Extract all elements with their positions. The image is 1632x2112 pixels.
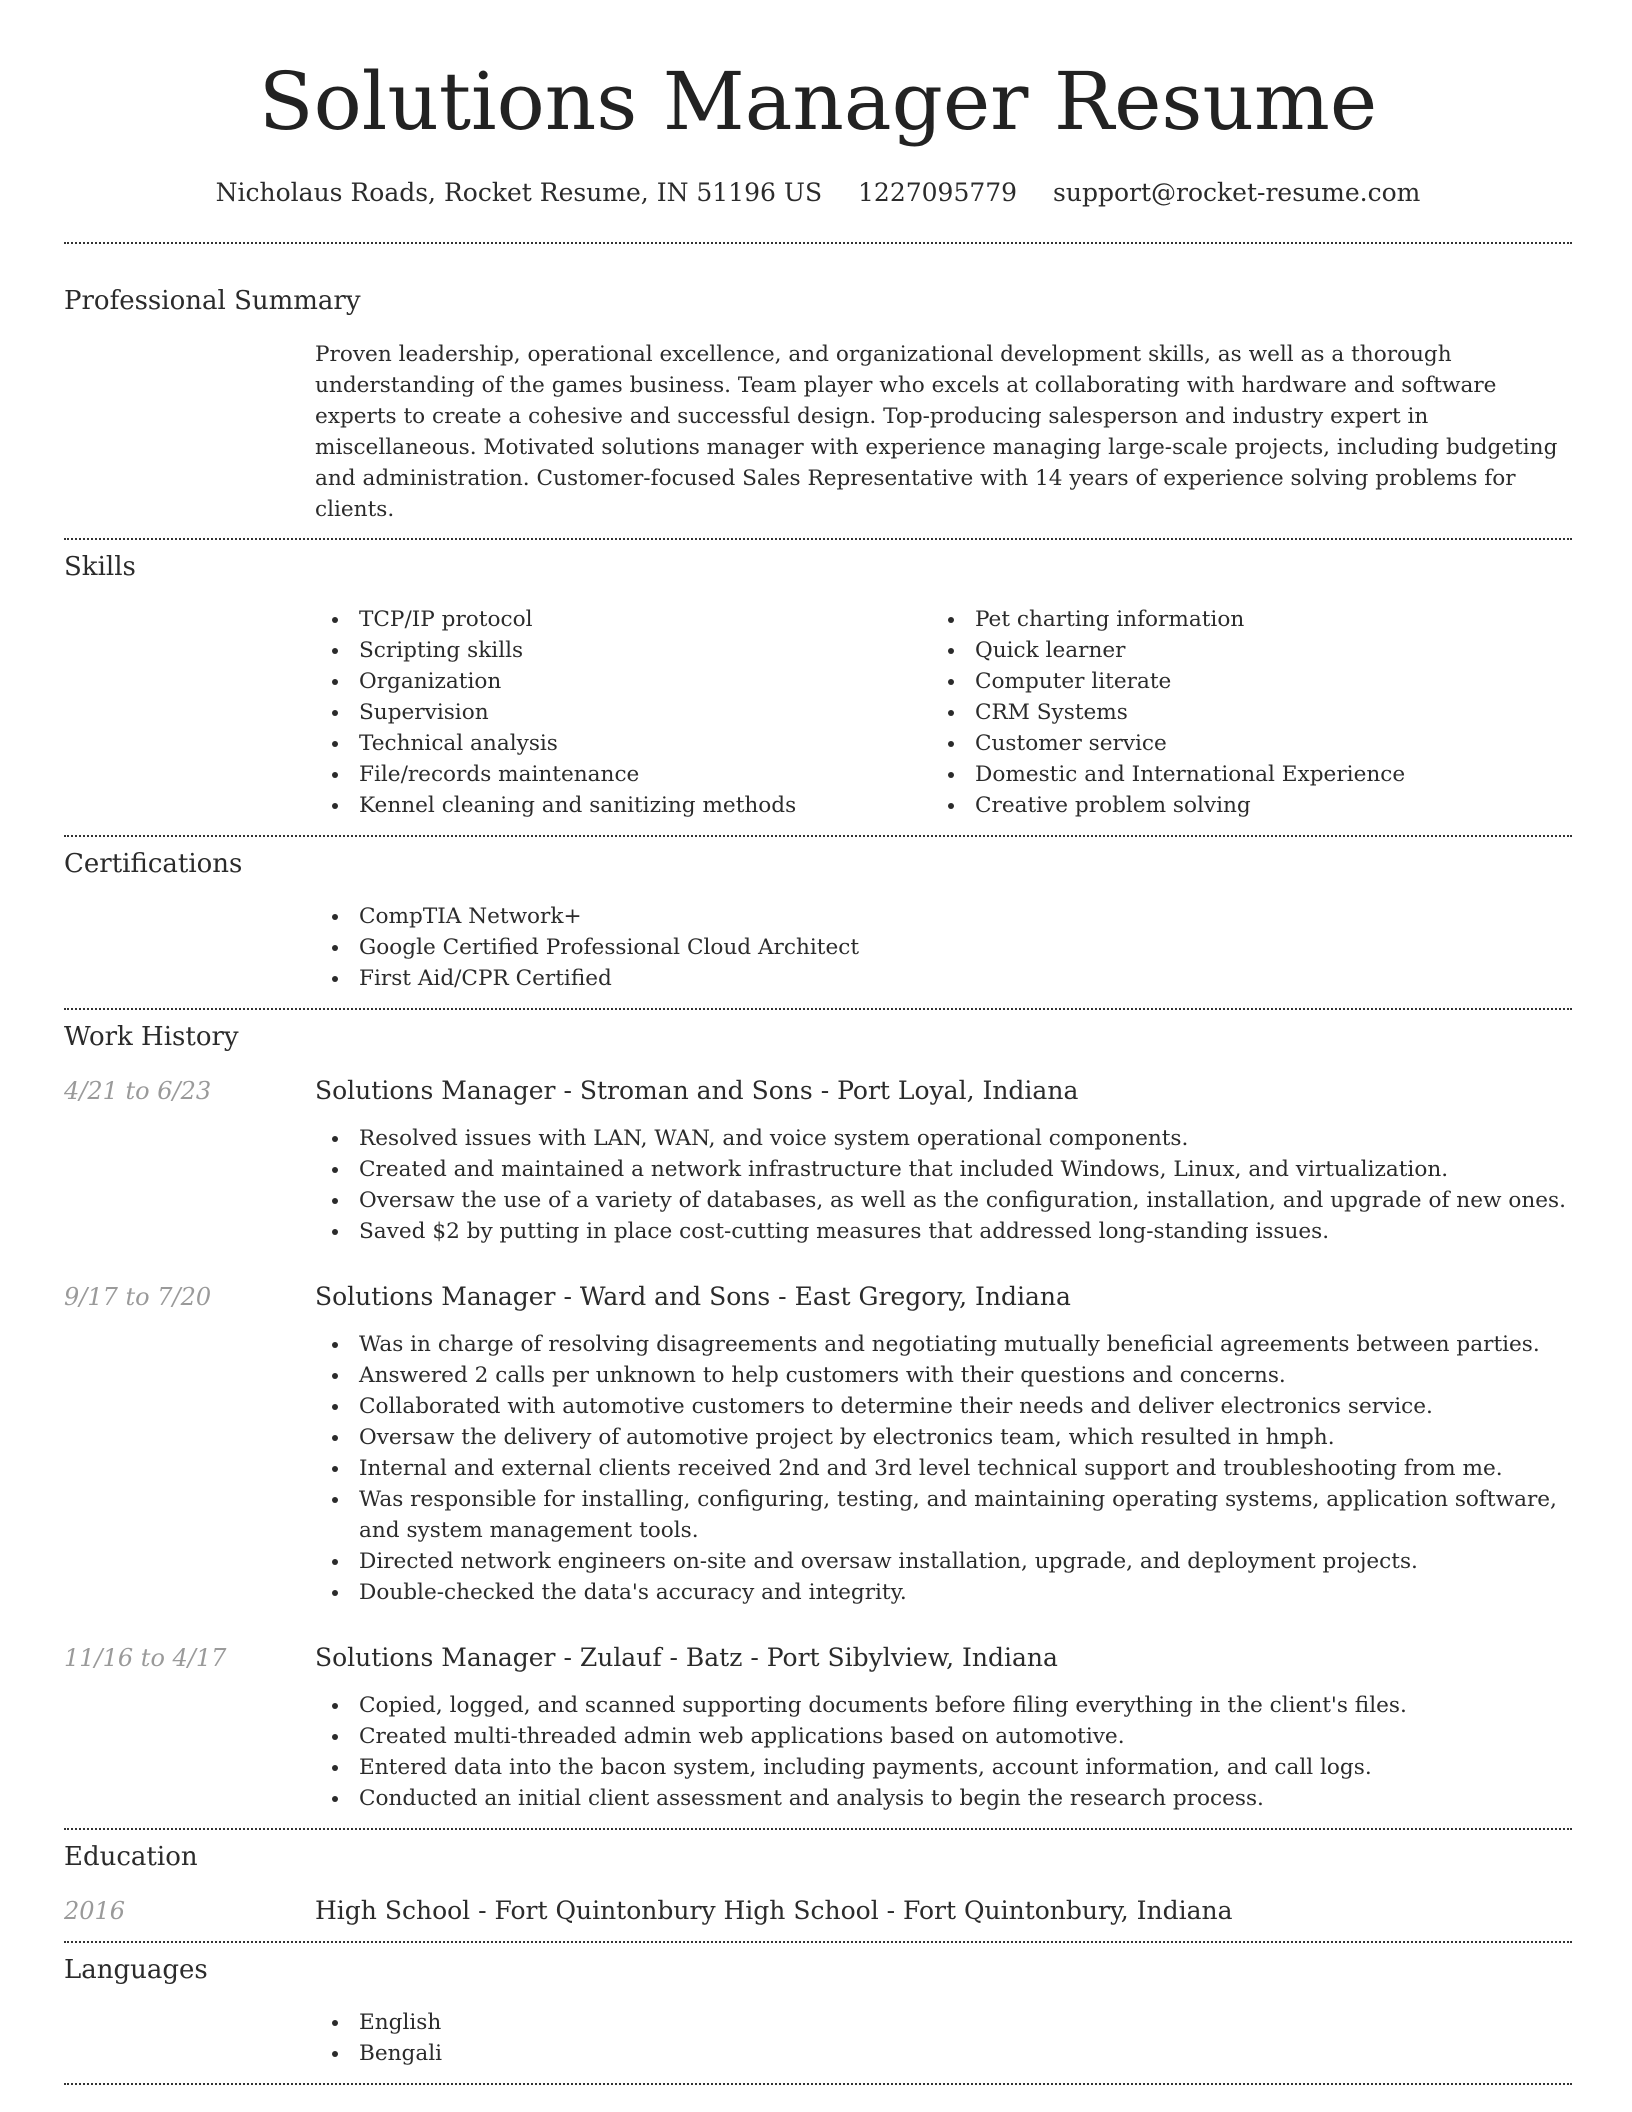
list-item: Entered data into the bacon system, including payments, account information, and call logs. <box>315 1752 1572 1783</box>
list-item: Creative problem solving <box>931 790 1547 821</box>
list-item: Oversaw the delivery of automotive project by electronics team, which resulted in hmph. <box>315 1422 1572 1453</box>
divider <box>64 1008 1572 1010</box>
list-item: CompTIA Network+ <box>315 901 1572 932</box>
job-dates: 4/21 to 6/23 <box>64 1077 212 1105</box>
list-item: English <box>315 2007 1572 2038</box>
list-item: Saved $2 by putting in place cost-cutting measures that addressed long-standing issues. <box>315 1216 1572 1247</box>
education-entry <box>64 1895 1572 1927</box>
job-dates: 9/17 to 7/20 <box>64 1283 212 1311</box>
list-item: File/records maintenance <box>315 759 931 790</box>
job-entry <box>64 1075 1572 1247</box>
divider <box>64 538 1572 540</box>
section-heading-summary: Professional Summary <box>64 286 361 316</box>
list-item: Bengali <box>315 2038 1572 2069</box>
list-item: Google Certified Professional Cloud Architect <box>315 932 1572 963</box>
list-item: Conducted an initial client assessment and analysis to begin the research process. <box>315 1783 1572 1814</box>
list-item: Resolved issues with LAN, WAN, and voice system operational components. <box>315 1123 1572 1154</box>
list-item: TCP/IP protocol <box>315 604 931 635</box>
divider <box>64 1828 1572 1830</box>
section-heading-education: Education <box>64 1842 198 1872</box>
job-entry <box>64 1642 1572 1814</box>
divider <box>64 1941 1572 1943</box>
summary-text: Proven leadership, operational excellence, and organizational development skills, as well as a thorough understanding of the games business. Team player who excels at collaborating with hardware and software experts to create a cohesive and successful design. Top-producing salesperson and industry expert in miscellaneous. Motivated solutions manager with experience managing large-scale projects, including budgeting and administration. Customer-focused Sales Representative with 14 years of experience solving problems for clients. <box>315 342 1558 522</box>
job-title: Solutions Manager - Stroman and Sons - Port Loyal, Indiana <box>315 1076 1079 1105</box>
list-item: Quick learner <box>931 635 1547 666</box>
list-item: Answered 2 calls per unknown to help customers with their questions and concerns. <box>315 1360 1572 1391</box>
job-dates: 11/16 to 4/17 <box>64 1644 227 1672</box>
list-item: Copied, logged, and scanned supporting documents before filing everything in the client's files. <box>315 1690 1572 1721</box>
skills-column-right <box>931 604 1547 821</box>
list-item: CRM Systems <box>931 697 1547 728</box>
job-title: Solutions Manager - Zulauf - Batz - Port Sibylview, Indiana <box>315 1643 1058 1672</box>
skills-column-left <box>315 604 931 821</box>
list-item: Double-checked the data's accuracy and integrity. <box>315 1577 1572 1608</box>
job-title: Solutions Manager - Ward and Sons - East Gregory, Indiana <box>315 1282 1071 1311</box>
list-item: Customer service <box>931 728 1547 759</box>
list-item: Kennel cleaning and sanitizing methods <box>315 790 931 821</box>
job-bullets <box>315 1123 1572 1247</box>
list-item: Scripting skills <box>315 635 931 666</box>
contact-email: support@rocket-resume.com <box>1053 178 1421 207</box>
page-title: Solutions Manager Resume <box>258 55 1378 148</box>
contact-address: Nicholaus Roads, Rocket Resume, IN 51196 US <box>215 178 823 207</box>
job-bullets <box>315 1329 1572 1608</box>
list-item: Was in charge of resolving disagreements and negotiating mutually beneficial agreements between parties. <box>315 1329 1572 1360</box>
section-heading-certifications: Certifications <box>64 849 243 879</box>
list-item: Organization <box>315 666 931 697</box>
list-item: Oversaw the use of a variety of databases, as well as the configuration, installation, and upgrade of new ones. <box>315 1185 1572 1216</box>
contact-line <box>64 178 1572 208</box>
list-item: Created and maintained a network infrastructure that included Windows, Linux, and virtualization. <box>315 1154 1572 1185</box>
languages-list <box>315 2007 1572 2069</box>
list-item: Directed network engineers on-site and oversaw installation, upgrade, and deployment projects. <box>315 1546 1572 1577</box>
divider <box>64 835 1572 837</box>
job-entry <box>64 1281 1572 1608</box>
section-heading-work: Work History <box>64 1022 239 1052</box>
job-header <box>64 1281 1572 1313</box>
list-item: Technical analysis <box>315 728 931 759</box>
list-item: First Aid/CPR Certified <box>315 963 1572 994</box>
list-item: Computer literate <box>931 666 1547 697</box>
divider <box>64 2083 1572 2085</box>
job-header <box>64 1075 1572 1107</box>
certifications-list <box>315 901 1572 994</box>
resume-page <box>64 0 1572 2085</box>
education-title: High School - Fort Quintonbury High School - Fort Quintonbury, Indiana <box>315 1896 1233 1925</box>
list-item: Collaborated with automotive customers to determine their needs and deliver electronics service. <box>315 1391 1572 1422</box>
skills-list <box>315 604 1572 821</box>
section-heading-languages: Languages <box>64 1955 208 1985</box>
list-item: Domestic and International Experience <box>931 759 1547 790</box>
list-item: Was responsible for installing, configuring, testing, and maintaining operating systems, application software, and system management tools. <box>315 1484 1572 1546</box>
contact-phone: 1227095779 <box>858 178 1018 207</box>
list-item: Created multi-threaded admin web applications based on automotive. <box>315 1721 1572 1752</box>
divider <box>64 242 1572 244</box>
job-header <box>64 1642 1572 1674</box>
section-heading-skills: Skills <box>64 552 136 582</box>
education-year: 2016 <box>64 1897 126 1925</box>
list-item: Pet charting information <box>931 604 1547 635</box>
list-item: Internal and external clients received 2nd and 3rd level technical support and troubleshooting from me. <box>315 1453 1572 1484</box>
list-item: Supervision <box>315 697 931 728</box>
job-bullets <box>315 1690 1572 1814</box>
